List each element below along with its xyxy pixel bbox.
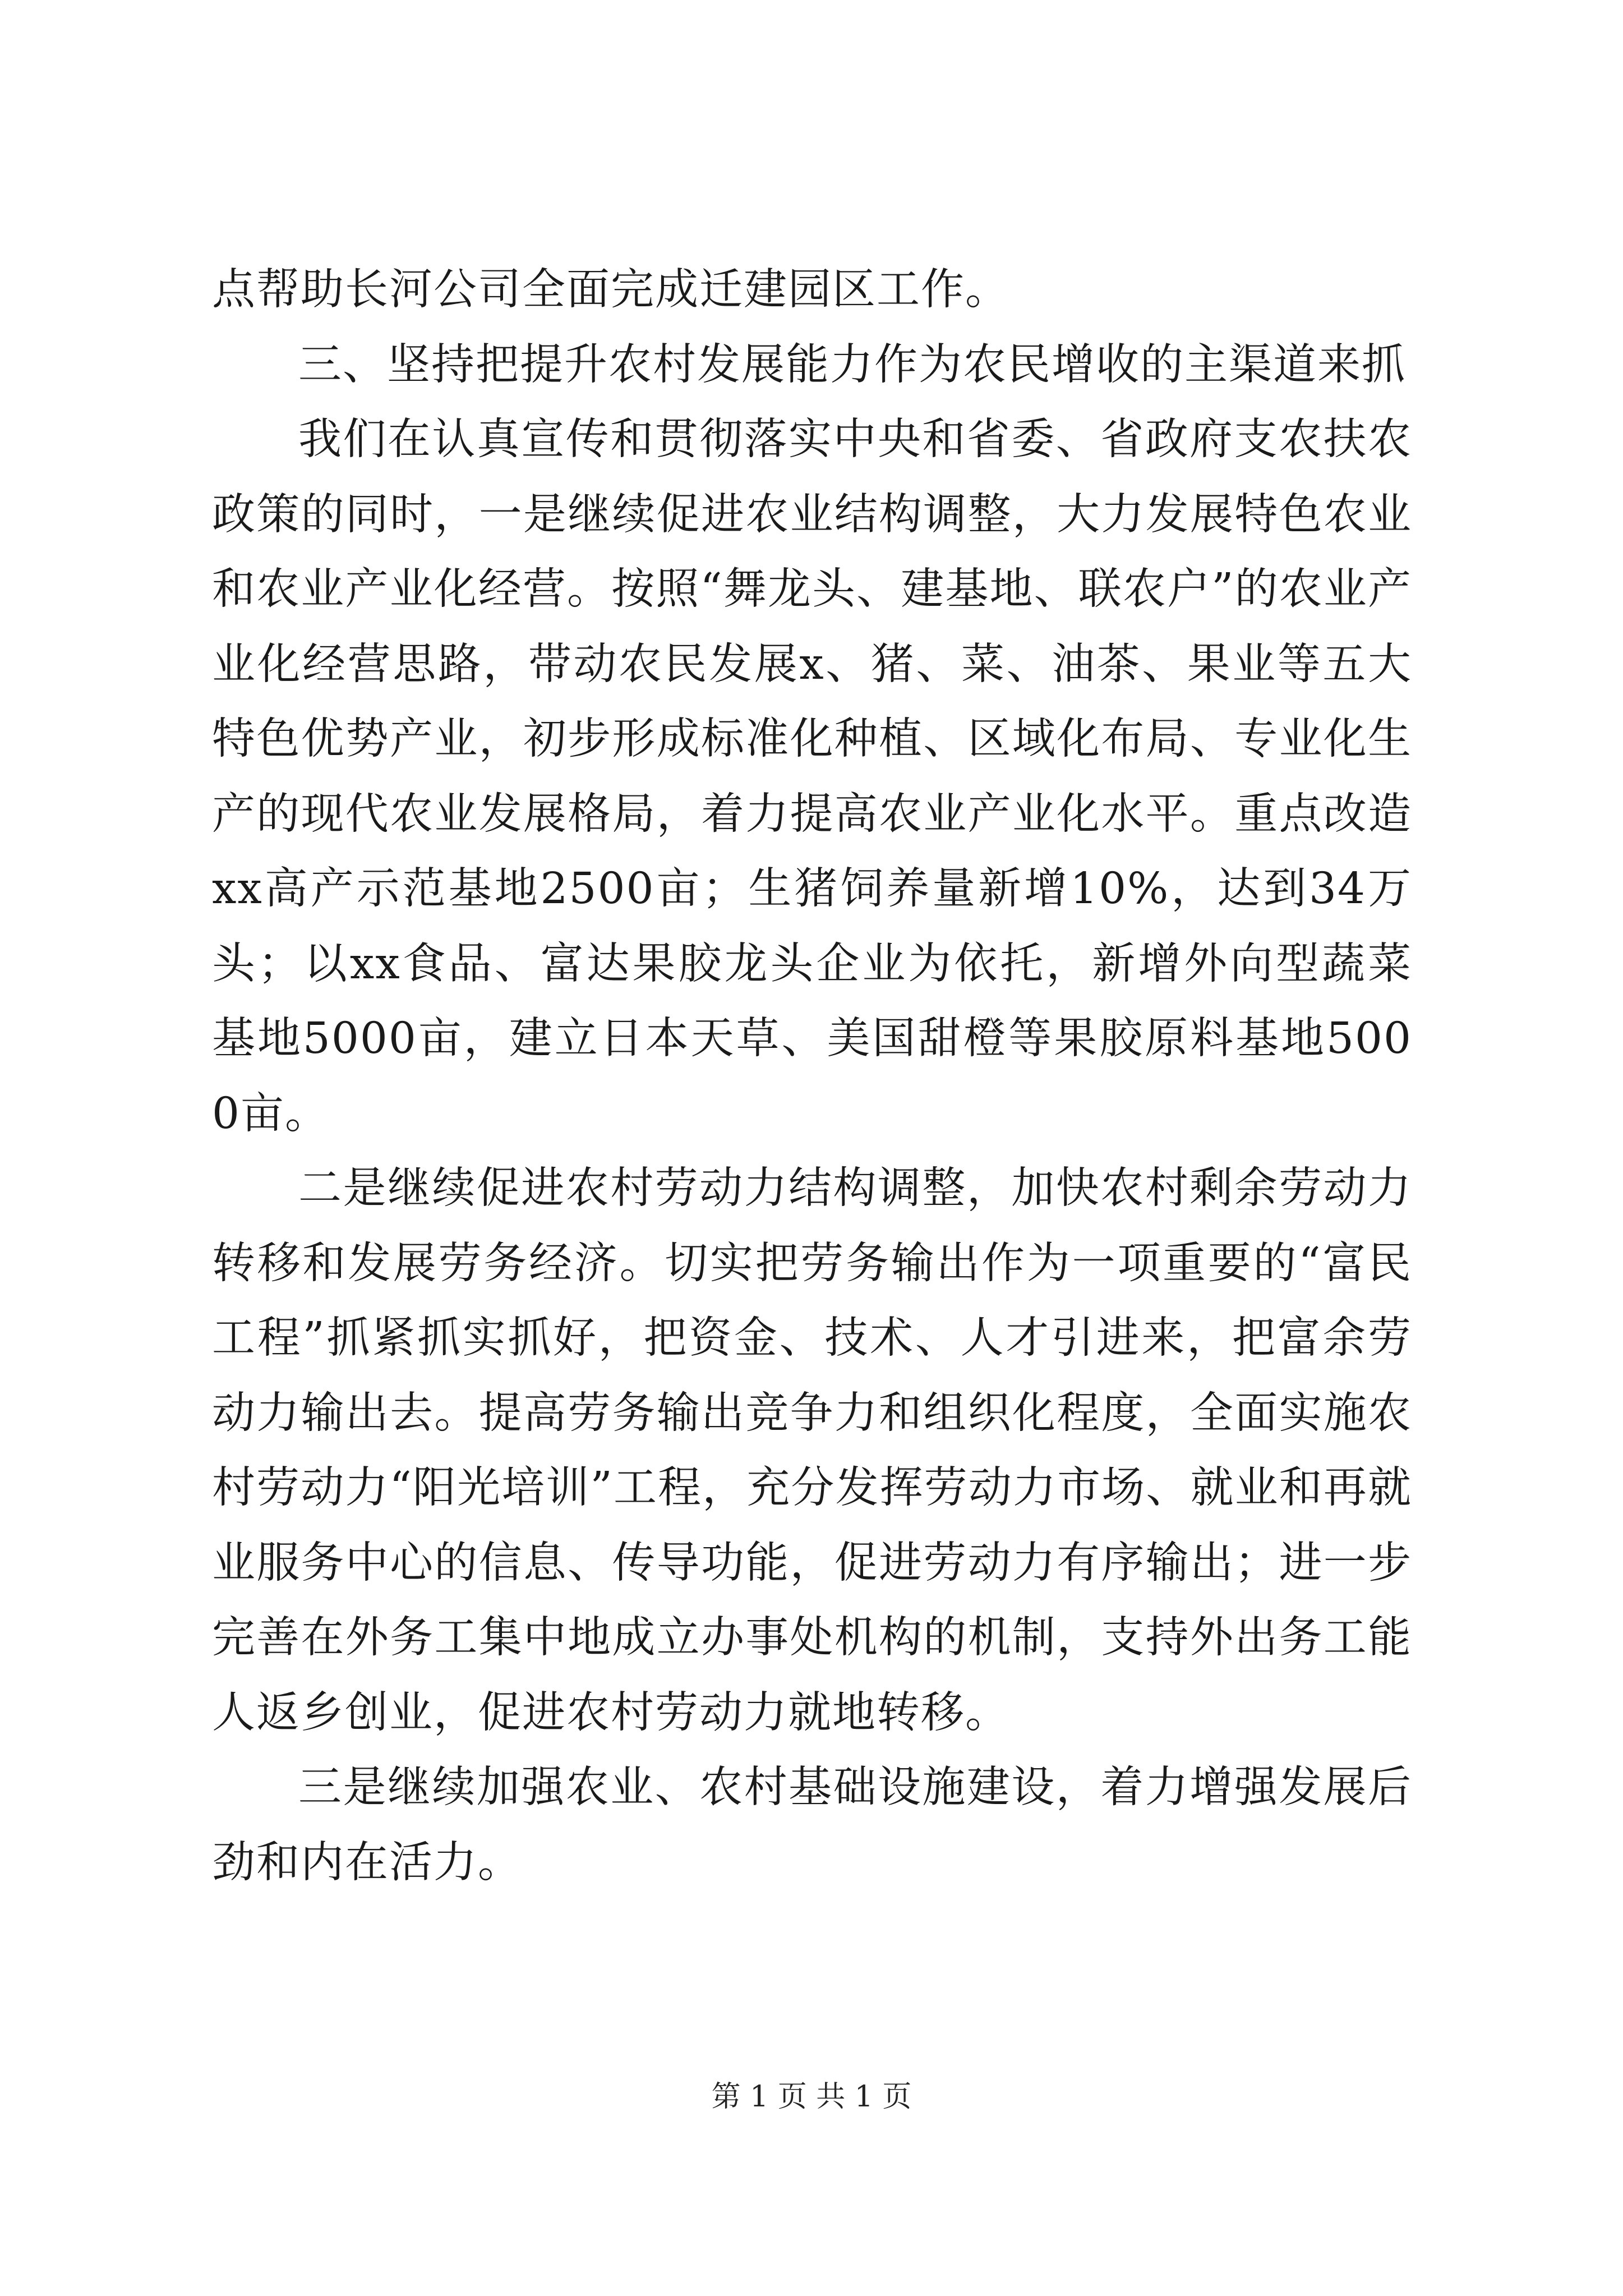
paragraph-labor-transfer: 二是继续促进农村劳动力结构调整，加快农村剩余劳动力转移和发展劳务经济。切实把劳务输出作为一项重要的“富民工程”抓紧抓实抓好，把资金、技术、人才引进来，把富余劳动力输出去。提高劳务输出竞争力和组织化程度，全面实施农村劳动力“阳光培训”工程，充分发挥劳动力市场、就业和再就业服务中心的信息、传导功能，促进劳动力有序输出；进一步完善在外务工集中地成立办事处机构的机制，支持外出务工能人返乡创业，促进农村劳动力就地转移。: [212, 1163, 1412, 1738]
paragraph-agriculture-structure: 我们在认真宣传和贯彻落实中央和省委、省政府支农扶农政策的同时，一是继续促进农业结构调整，大力发展特色农业和农业产业化经营。按照“舞龙头、建基地、联农户”的农业产业化经营思路，带动农民发展x、猪、菜、油茶、果业等五大特色优势产业，初步形成标准化种植、区域化布局、专业化生产的现代农业发展格局，着力提高农业产业化水平。重点改造xx高产示范基地2500亩；生猪饲养量新增10%，达到34万头；以xx食品、富达果胶龙头企业为依托，新增外向型蔬菜基地5000亩，建立日本天草、美国甜橙等果胶原料基地5000亩。: [212, 415, 1412, 1139]
document-body: [212, 252, 1412, 1900]
page-footer: 第 1 页 共 1 页: [711, 2080, 912, 2114]
paragraph-continuation: 点帮助长河公司全面完成迁建园区工作。: [212, 265, 1009, 315]
paragraph-infrastructure: 三是继续加强农业、农村基础设施建设，着力增强发展后劲和内在活力。: [212, 1763, 1412, 1888]
section-heading: 三、坚持把提升农村发展能力作为农民增收的主渠道来抓: [298, 339, 1406, 390]
